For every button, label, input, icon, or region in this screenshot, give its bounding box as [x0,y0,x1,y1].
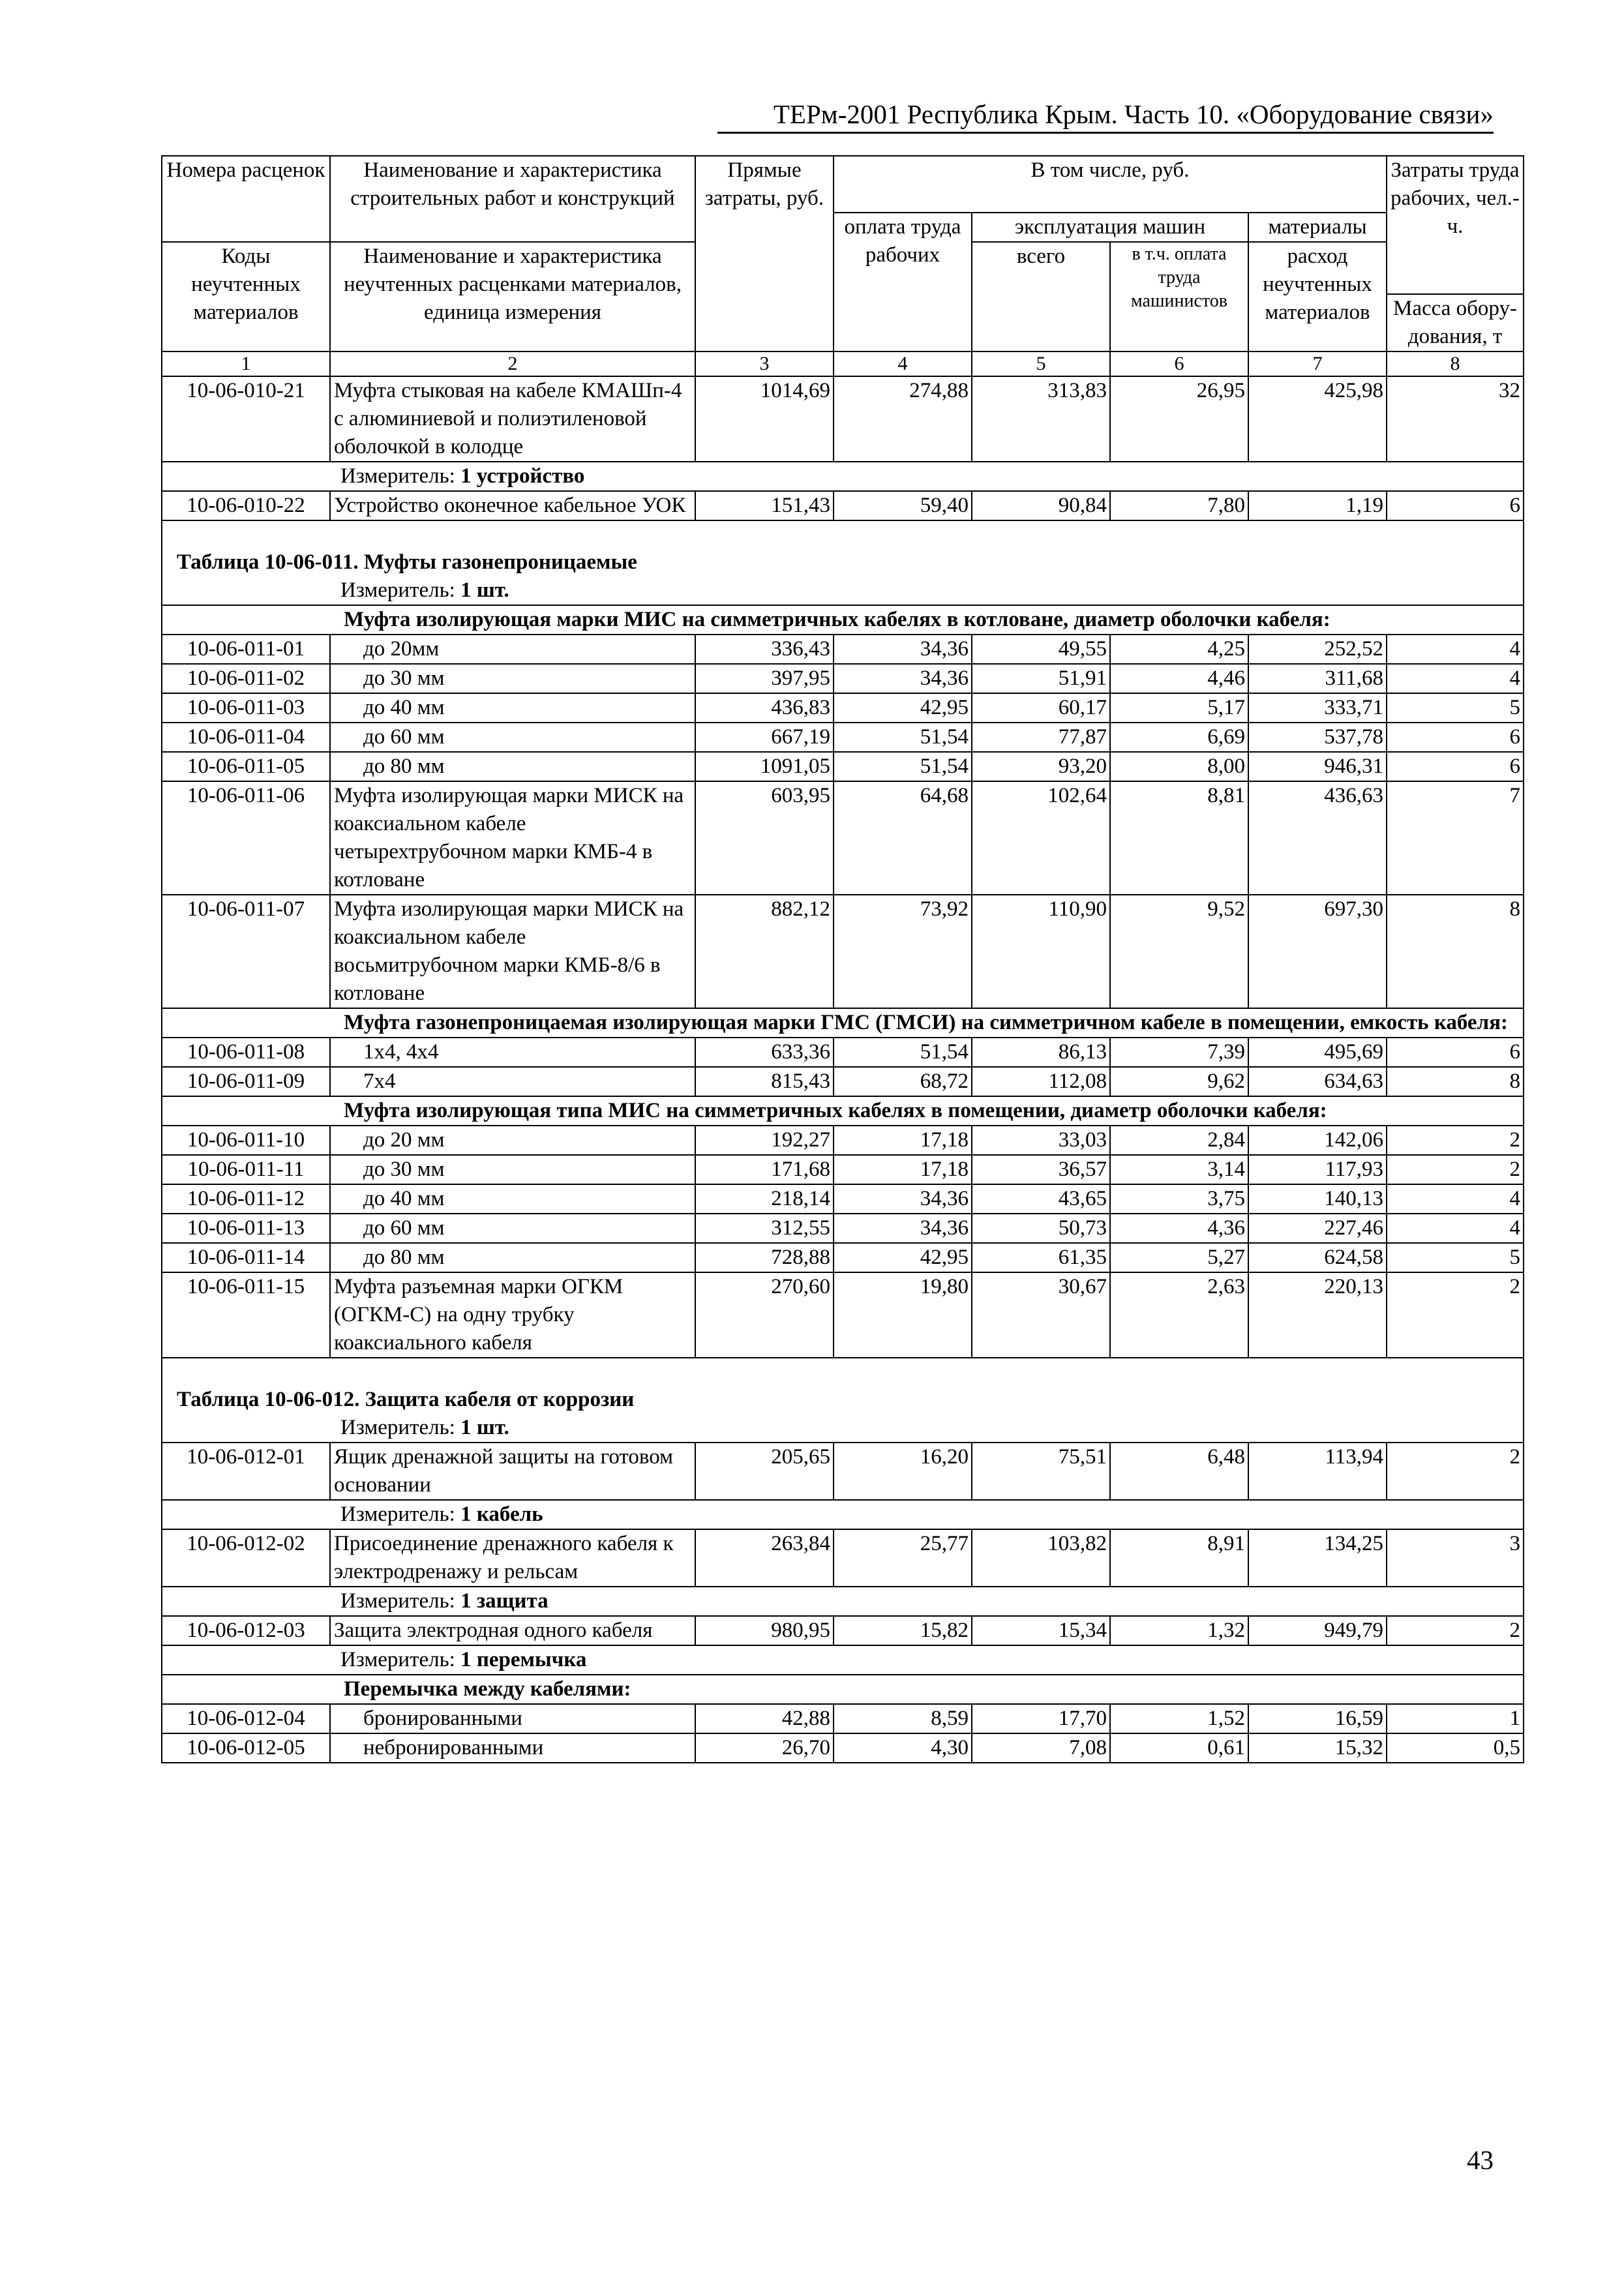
header-rule [717,132,1494,134]
value-cell: 4 [1387,1184,1524,1214]
value-cell: 0,5 [1387,1733,1524,1763]
value-cell: 8,81 [1110,781,1248,895]
rate-name: до 80 мм [330,1243,695,1272]
value-cell: 25,77 [834,1529,972,1587]
value-cell: 17,70 [972,1704,1110,1733]
value-cell: 8 [1387,895,1524,1008]
table-row [162,781,1524,895]
value-cell: 17,18 [834,1126,972,1155]
page-number: 43 [1467,2145,1494,2175]
measure-line: Измеритель: 1 устройство [162,462,1524,491]
rate-code: 10-06-011-01 [162,635,330,664]
value-machines: 313,83 [972,376,1110,462]
value-cell: 16,20 [834,1443,972,1500]
value-cell: 73,92 [834,895,972,1008]
col-index: 7 [1248,352,1387,376]
value-cell: 5,17 [1110,693,1248,723]
value-cell: 495,69 [1248,1038,1387,1067]
rate-code: 10-06-012-04 [162,1704,330,1733]
value-cell: 34,36 [834,1184,972,1214]
measure-line: Измеритель: 1 шт. [162,1414,1524,1443]
rate-code: 10-06-011-15 [162,1272,330,1358]
value-cell: 633,36 [695,1038,834,1067]
value-cell: 7,39 [1110,1038,1248,1067]
col-index: 8 [1387,352,1524,376]
rate-name: до 60 мм [330,1214,695,1243]
header-pryamye: Прямые затраты, руб. [695,156,834,352]
value-cell: 220,13 [1248,1272,1387,1358]
value-cell: 19,80 [834,1272,972,1358]
value-cell: 6 [1387,1038,1524,1067]
value-cell: 5 [1387,1243,1524,1272]
table-row [162,1184,1524,1214]
value-direct: 1014,69 [695,376,834,462]
table-title: Таблица 10-06-012. Защита кабеля от коррозии [162,1358,1524,1414]
value-cell: 4 [1387,1214,1524,1243]
rate-name [330,213,695,242]
value-cell: 9,52 [1110,895,1248,1008]
value-cell: 51,54 [834,752,972,781]
rate-code: 10-06-011-07 [162,895,330,1008]
table-row [162,491,1524,520]
rate-name: до 30 мм [330,1155,695,1184]
value-cell: 3,75 [1110,1184,1248,1214]
value-cell: 142,06 [1248,1126,1387,1155]
group-heading: Муфта изолирующая типа МИС на симметричных кабелях в помещении, диаметр оболочки кабеля: [162,1096,1524,1126]
rate-code: 10-06-012-05 [162,1733,330,1763]
header-zatraty: Затраты труда рабочих, чел.-ч. [1387,156,1524,294]
table-row [162,376,1524,462]
value-cell: 336,43 [695,635,834,664]
measure-line: Измеритель: 1 шт. [162,576,1524,605]
value-cell: 1,19 [1248,491,1387,520]
value-cell: 192,27 [695,1126,834,1155]
value-cell: 1,32 [1110,1616,1248,1645]
rate-name: 1х4, 4х4 [330,1038,695,1067]
value-cell: 603,95 [695,781,834,895]
value-machinists: 26,95 [1110,376,1248,462]
rate-code: 10-06-011-14 [162,1243,330,1272]
value-cell: 3,14 [1110,1155,1248,1184]
header-v-tom-chisle: В том числе, руб. [834,156,1387,213]
value-cell: 34,36 [834,664,972,693]
value-cell: 270,60 [695,1272,834,1358]
value-cell: 6 [1387,723,1524,752]
table-row [162,1243,1524,1272]
value-labor-hours: 32 [1387,376,1524,462]
value-cell: 117,93 [1248,1155,1387,1184]
value-cell: 171,68 [695,1155,834,1184]
rates-table [161,155,1524,1763]
value-cell: 15,32 [1248,1733,1387,1763]
value-cell: 815,43 [695,1067,834,1096]
value-cell: 112,08 [972,1067,1110,1096]
value-cell: 634,63 [1248,1067,1387,1096]
value-cell: 60,17 [972,693,1110,723]
value-cell: 16,59 [1248,1704,1387,1733]
value-cell: 6 [1387,752,1524,781]
col-index: 4 [834,352,972,376]
measure-line: Измеритель: 1 защита [162,1587,1524,1616]
value-cell: 15,34 [972,1616,1110,1645]
value-cell: 397,95 [695,664,834,693]
value-cell: 0,61 [1110,1733,1248,1763]
value-cell: 42,88 [695,1704,834,1733]
value-cell: 103,82 [972,1529,1110,1587]
value-cell: 140,13 [1248,1184,1387,1214]
value-cell: 882,12 [695,895,834,1008]
table-row [162,693,1524,723]
rate-code: 10-06-011-11 [162,1155,330,1184]
value-cell: 728,88 [695,1243,834,1272]
header-v-t-ch: в т.ч. оплата труда машинистов [1110,242,1248,352]
rate-code: 10-06-012-01 [162,1443,330,1500]
header-naim2: Наименование и характеристика неучтенных расценками материалов, единица измерения [330,242,695,352]
value-cell: 333,71 [1248,693,1387,723]
value-cell: 42,95 [834,693,972,723]
value-cell: 36,57 [972,1155,1110,1184]
value-cell: 1 [1387,1704,1524,1733]
rate-name: Муфта стыковая на кабеле КМАШп-4 с алюминиевой и полиэтиленовой оболочкой в колодце [330,376,695,462]
rate-code: 10-06-012-03 [162,1616,330,1645]
rate-code: 10-06-011-05 [162,752,330,781]
value-cell: 263,84 [695,1529,834,1587]
value-cell: 51,54 [834,1038,972,1067]
col-index: 3 [695,352,834,376]
header-materialy: материалы [1248,213,1387,242]
rate-name: Присоединение дренажного кабеля к электродренажу и рельсам [330,1529,695,1587]
value-cell: 5 [1387,693,1524,723]
value-cell: 436,83 [695,693,834,723]
value-cell: 59,40 [834,491,972,520]
value-cell: 2 [1387,1443,1524,1500]
rate-name: Муфта изолирующая марки МИСК на коаксиальном кабеле восьмитрубочном марки КМБ-8/6 в котловане [330,895,695,1008]
rate-code: 10-06-010-21 [162,376,330,462]
value-cell: 667,19 [695,723,834,752]
measure-line: Измеритель: 1 кабель [162,1500,1524,1529]
value-cell: 8,91 [1110,1529,1248,1587]
rate-code: 10-06-010-22 [162,491,330,520]
value-cell: 151,43 [695,491,834,520]
value-cell: 537,78 [1248,723,1387,752]
header-oplata: оплата труда рабочих [834,213,972,352]
header-naim1: Наименование и характеристика строительных работ и конструкций [330,156,695,213]
table-row [162,752,1524,781]
value-cell: 7,08 [972,1733,1110,1763]
value-cell: 218,14 [695,1184,834,1214]
table-row [162,664,1524,693]
value-cell: 4 [1387,664,1524,693]
value-cell: 3 [1387,1529,1524,1587]
value-cell: 15,82 [834,1616,972,1645]
group-heading: Муфта изолирующая марки МИС на симметричных кабелях в котловане, диаметр оболочки кабеля: [162,605,1524,635]
value-cell: 5,27 [1110,1243,1248,1272]
value-cell: 77,87 [972,723,1110,752]
value-cell: 7 [1387,781,1524,895]
table-row [162,895,1524,1008]
rate-name: до 20мм [330,635,695,664]
group-heading: Муфта газонепроницаемая изолирующая марки ГМС (ГМСИ) на симметричном кабеле в помещении, емкость кабеля: [162,1008,1524,1038]
header-kody: Коды неучтенных материалов [162,242,330,352]
value-cell: 42,95 [834,1243,972,1272]
rate-name: до 80 мм [330,752,695,781]
value-cell: 50,73 [972,1214,1110,1243]
value-cell: 110,90 [972,895,1110,1008]
rate-name: Ящик дренажной защиты на готовом основании [330,1443,695,1500]
table-row [162,1443,1524,1500]
value-cell: 252,52 [1248,635,1387,664]
rate-name: 7х4 [330,1067,695,1096]
table-row [162,723,1524,752]
value-cell: 90,84 [972,491,1110,520]
col-index: 5 [972,352,1110,376]
col-index: 2 [330,352,695,376]
table-row [162,1067,1524,1096]
rate-code: 10-06-012-02 [162,1529,330,1587]
value-cell: 4,25 [1110,635,1248,664]
table-row [162,1126,1524,1155]
col-index: 6 [1110,352,1248,376]
rate-name: Муфта изолирующая марки МИСК на коаксиальном кабеле четырехтрубочном марки КМБ-4 в котловане [330,781,695,895]
running-header: ТЕРм-2001 Республика Крым. Часть 10. «Оборудование связи» [773,99,1494,129]
value-cell: 312,55 [695,1214,834,1243]
value-cell: 8,59 [834,1704,972,1733]
value-cell: 86,13 [972,1038,1110,1067]
rate-code: 10-06-011-02 [162,664,330,693]
table-row [162,1704,1524,1733]
value-cell: 30,67 [972,1272,1110,1358]
value-cell: 624,58 [1248,1243,1387,1272]
value-cell: 1091,05 [695,752,834,781]
table-row [162,1214,1524,1243]
rate-name: до 40 мм [330,693,695,723]
value-cell: 1,52 [1110,1704,1248,1733]
value-cell: 2 [1387,1616,1524,1645]
table-row [162,1529,1524,1587]
value-cell: 436,63 [1248,781,1387,895]
col-index: 1 [162,352,330,376]
value-cell: 4,46 [1110,664,1248,693]
table-title: Таблица 10-06-011. Муфты газонепроницаемые [162,520,1524,576]
value-cell: 26,70 [695,1733,834,1763]
table-row [162,635,1524,664]
rate-code: 10-06-011-13 [162,1214,330,1243]
value-cell: 51,91 [972,664,1110,693]
rate-code: 10-06-011-10 [162,1126,330,1155]
value-cell: 6 [1387,491,1524,520]
value-cell: 4,36 [1110,1214,1248,1243]
header-massa: Масса обору-дования, т [1387,294,1524,352]
header-nomera: Номера расценок [162,156,330,213]
value-cell: 102,64 [972,781,1110,895]
value-cell: 2 [1387,1126,1524,1155]
table-row [162,1155,1524,1184]
table-row [162,1272,1524,1358]
value-materials: 425,98 [1248,376,1387,462]
value-cell: 93,20 [972,752,1110,781]
value-cell: 6,69 [1110,723,1248,752]
rate-name: Устройство оконечное кабельное УОК [330,491,695,520]
rate-code: 10-06-011-03 [162,693,330,723]
value-cell: 34,36 [834,1214,972,1243]
rate-name: до 60 мм [330,723,695,752]
header-ekspl: эксплуатация машин [972,213,1248,242]
value-cell: 2,63 [1110,1272,1248,1358]
header-vsego: всего [972,242,1110,352]
value-cell: 227,46 [1248,1214,1387,1243]
value-cell: 49,55 [972,635,1110,664]
header-rashod: расход неучтенных материалов [1248,242,1387,352]
value-cell: 113,94 [1248,1443,1387,1500]
value-cell: 33,03 [972,1126,1110,1155]
rate-name [162,213,330,242]
table-row [162,1038,1524,1067]
rate-code: 10-06-011-06 [162,781,330,895]
rate-name: до 30 мм [330,664,695,693]
rate-name: Муфта разъемная марки ОГКМ (ОГКМ-С) на одну трубку коаксиального кабеля [330,1272,695,1358]
value-cell: 7,80 [1110,491,1248,520]
rate-name: Защита электродная одного кабеля [330,1616,695,1645]
value-cell: 4,30 [834,1733,972,1763]
value-cell: 68,72 [834,1067,972,1096]
group-heading: Перемычка между кабелями: [162,1675,1524,1704]
value-cell: 64,68 [834,781,972,895]
value-cell: 51,54 [834,723,972,752]
value-cell: 205,65 [695,1443,834,1500]
table-row [162,1733,1524,1763]
value-cell: 43,65 [972,1184,1110,1214]
value-cell: 4 [1387,635,1524,664]
table-row [162,1616,1524,1645]
value-cell: 697,30 [1248,895,1387,1008]
value-cell: 949,79 [1248,1616,1387,1645]
value-cell: 311,68 [1248,664,1387,693]
rate-code: 10-06-011-12 [162,1184,330,1214]
value-cell: 34,36 [834,635,972,664]
value-cell: 61,35 [972,1243,1110,1272]
value-cell: 8 [1387,1067,1524,1096]
value-cell: 17,18 [834,1155,972,1184]
value-cell: 980,95 [695,1616,834,1645]
value-cell: 8,00 [1110,752,1248,781]
measure-line: Измеритель: 1 перемычка [162,1645,1524,1675]
rate-name: бронированными [330,1704,695,1733]
value-cell: 2 [1387,1155,1524,1184]
value-cell: 2 [1387,1272,1524,1358]
value-labor: 274,88 [834,376,972,462]
value-cell: 9,62 [1110,1067,1248,1096]
value-cell: 2,84 [1110,1126,1248,1155]
rate-name: небронированными [330,1733,695,1763]
rate-code: 10-06-011-04 [162,723,330,752]
rate-code: 10-06-011-09 [162,1067,330,1096]
value-cell: 946,31 [1248,752,1387,781]
rate-code: 10-06-011-08 [162,1038,330,1067]
value-cell: 6,48 [1110,1443,1248,1500]
rate-name: до 40 мм [330,1184,695,1214]
rate-name: до 20 мм [330,1126,695,1155]
value-cell: 134,25 [1248,1529,1387,1587]
value-cell: 75,51 [972,1443,1110,1500]
